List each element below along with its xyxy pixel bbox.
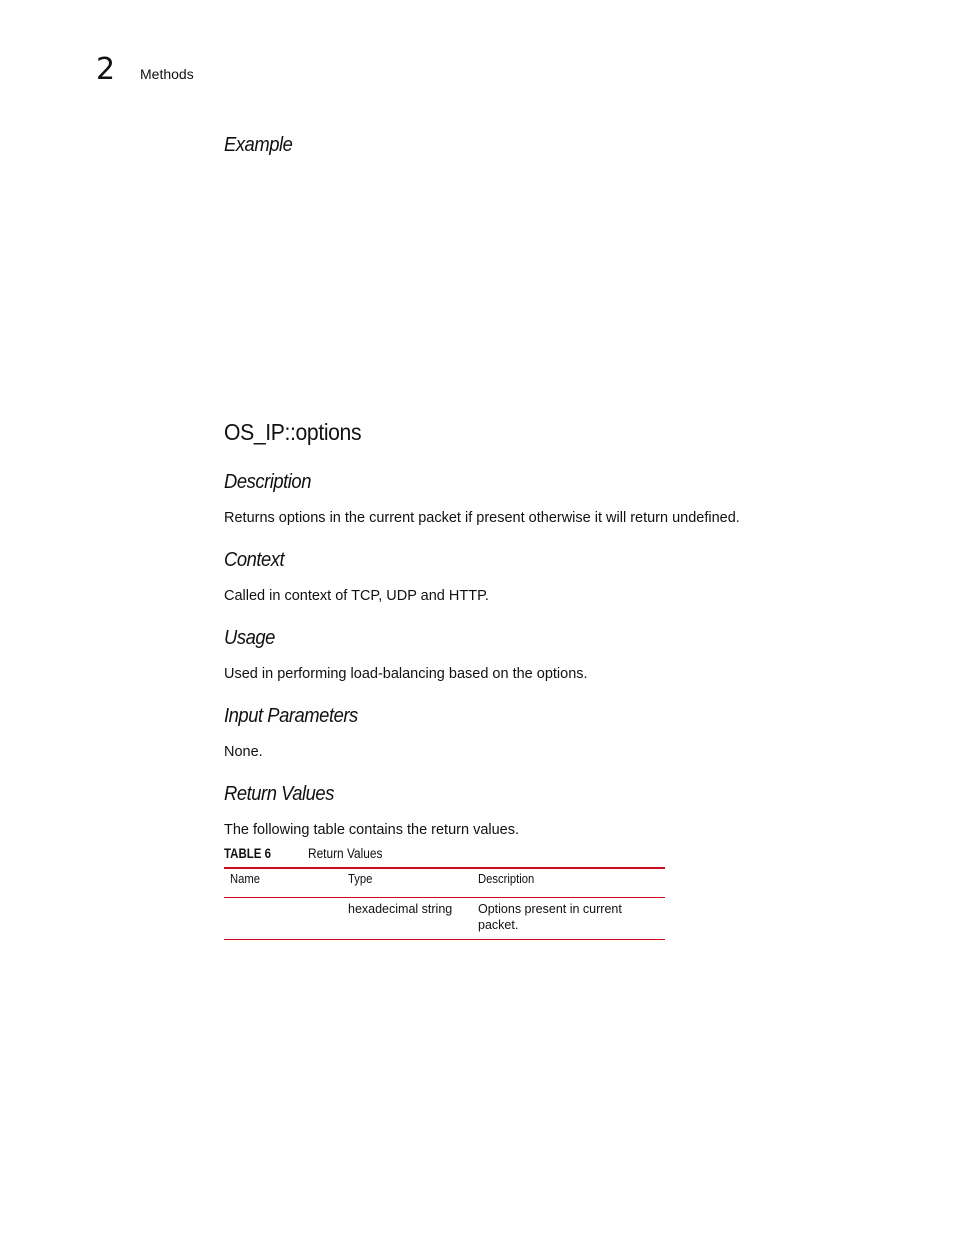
return-values-heading: Return Values: [224, 783, 334, 805]
chapter-number: 2: [96, 52, 116, 87]
table-top-rule: [224, 867, 665, 869]
table-header-rule: [224, 897, 665, 898]
usage-text: Used in performing load-balancing based on the options.: [224, 666, 588, 682]
method-title: OS_IP::options: [224, 419, 362, 445]
example-heading: Example: [224, 134, 293, 156]
column-header-description: Description: [478, 872, 535, 886]
return-values-text: The following table contains the return values.: [224, 822, 520, 838]
table-cell-description: Options present in current packet.: [478, 902, 622, 932]
input-parameters-text: None.: [224, 744, 263, 760]
description-text: Returns options in the current packet if present otherwise it will return undefined.: [224, 510, 740, 526]
table-bottom-rule: [224, 939, 665, 940]
table-cell-type: hexadecimal string: [348, 902, 453, 916]
table-caption-label: TABLE 6: [224, 846, 271, 861]
description-heading: Description: [224, 471, 311, 493]
context-text: Called in context of TCP, UDP and HTTP.: [224, 588, 489, 604]
column-header-type: Type: [348, 872, 373, 886]
table-caption-title: Return Values: [308, 846, 383, 861]
context-heading: Context: [224, 549, 285, 571]
input-parameters-heading: Input Parameters: [224, 705, 358, 727]
chapter-title: Methods: [140, 66, 194, 82]
usage-heading: Usage: [224, 627, 275, 649]
column-header-name: Name: [230, 872, 261, 886]
